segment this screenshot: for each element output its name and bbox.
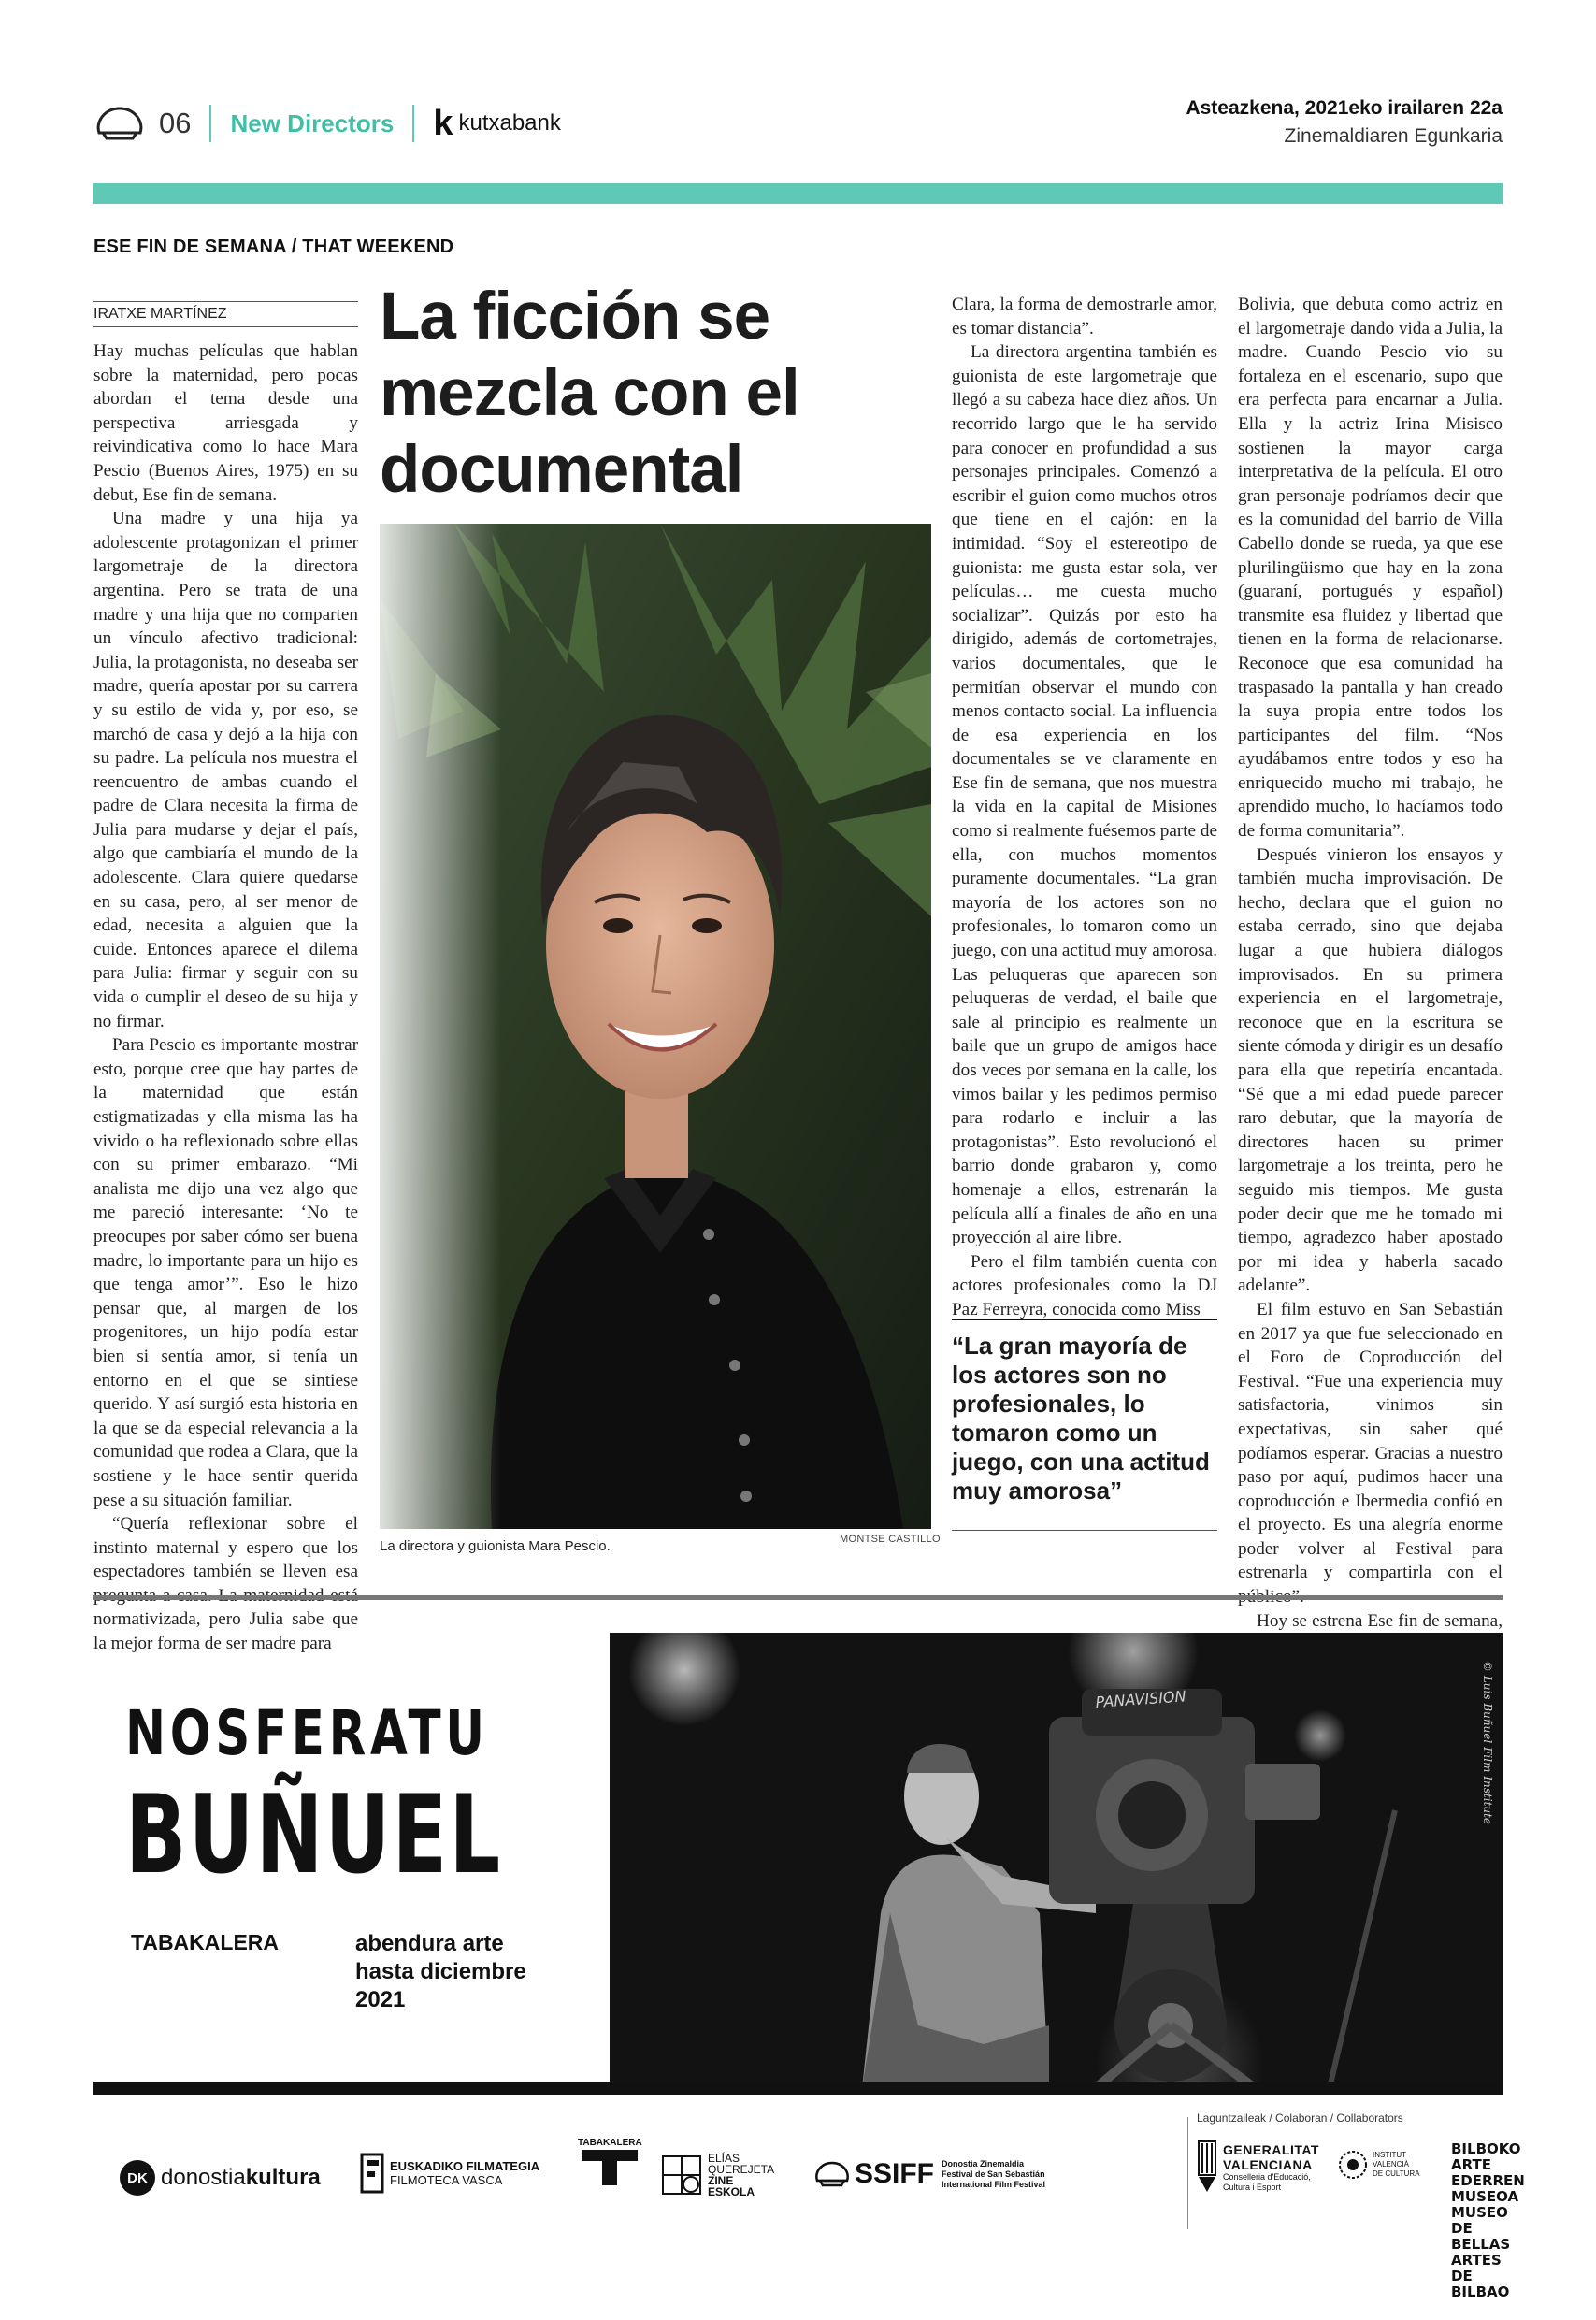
ivc-line3: DE CULTURA: [1373, 2169, 1420, 2178]
collaborators-divider: [1187, 2117, 1188, 2229]
ivc-line1: INSTITUT: [1373, 2151, 1406, 2159]
generalitat-logo[interactable]: [1197, 2140, 1319, 2196]
ad-photo-illustration: [610, 1633, 1503, 2088]
portrait-illustration: [380, 524, 931, 1529]
paragraph: Clara, la forma de demostrarle amor, es tomar distancia”.: [952, 295, 1217, 339]
shell-logo-icon: [93, 105, 146, 142]
ad-title-nosferatu: NOSFERATU: [125, 1697, 489, 1769]
accent-bar: [93, 183, 1503, 204]
page-number: 06: [159, 107, 192, 139]
kutxabank-name: kutxabank: [458, 110, 561, 136]
bilbao-line2: EDERREN MUSEOA: [1451, 2172, 1525, 2205]
elias-line2: QUEREJETA: [708, 2163, 775, 2176]
ssiff-line3: International Film Festival: [942, 2179, 1046, 2189]
ivc-line2: VALENCIÀ: [1373, 2160, 1409, 2169]
paragraph: Una madre y una hija ya adolescente protagonizan el primer largometraje de la directora argentina. Pero se trata de una madre y una hija que no comparten un vínculo afectivo tradicional: Julia, la protagonista, no deseaba ser madre, quería apostar por su carrera y su estilo de vida y, por eso, se marchó de casa y dejó a la hija con su padre. La película nos muestra el reencuentro de ambas cuando el padre de Clara necesita la firma de Julia para mudarse y dejar el país, algo que cambiaría el mundo de la adolescente. Clara quiere quedarse en su casa, pero, al ser menor de edad, necesita a alguien que la cuide. Entonces aparece el dilema para Julia: firmar y seguir con su vida o cumplir el deseo de su hija y no firmar.: [93, 509, 358, 1031]
sponsors-row: [93, 2111, 1525, 2300]
tabakalera-icon: [582, 2148, 638, 2185]
ad-title-bunuel: BUÑUEL: [125, 1772, 503, 1898]
ad-dates-line: abendura arte: [355, 1931, 504, 1956]
bilbao-line4: ARTES DE BILBAO: [1451, 2252, 1510, 2300]
filmategia-logo[interactable]: [360, 2153, 539, 2194]
portrait-photo: [380, 524, 931, 1529]
donostia-name: donostia: [161, 2165, 246, 2190]
dk-icon: DK: [120, 2160, 155, 2196]
elias-line4: ESKOLA: [708, 2185, 755, 2198]
ssiff-line2: Festival de San Sebastián: [942, 2169, 1045, 2179]
generalitat-line4: Cultura i Esport: [1223, 2183, 1282, 2192]
divider: [412, 105, 414, 142]
elias-line1: ELÍAS: [708, 2152, 740, 2165]
article-column-1: [93, 339, 358, 1656]
ad-venue: TABAKALERA: [131, 1930, 280, 1954]
camera-brand-label: PANAVISION: [1094, 1687, 1187, 1711]
generalitat-line1: GENERALITAT: [1223, 2142, 1319, 2157]
photo-credit: MONTSE CASTILLO: [840, 1534, 941, 1545]
article-author: IRATXE MARTÍNEZ: [93, 301, 358, 327]
elias-line3: ZINE: [708, 2174, 734, 2187]
generalitat-icon: [1197, 2140, 1217, 2196]
bilbao-line1: BILBOKO ARTE: [1451, 2140, 1521, 2173]
ad-dates-line: hasta diciembre: [355, 1959, 526, 1984]
ad-separator: [93, 1595, 1503, 1600]
ssiff-logo[interactable]: [813, 2158, 1045, 2190]
article-column-3: [952, 293, 1217, 1322]
ad-photo: [610, 1633, 1503, 2088]
paragraph: El film estuvo en San Sebastián en 2017 ya que fue seleccionado en el Foro de Coproducción del Festival. “Fue una experiencia muy satisfactoria, vinimos sin expectativas, sin saber qué podíamos esperar. Gracias a nuestro paso por aquí, pudimos hacer una coproducción e Ibermedia confió en el proyecto. Es una alegría enorme poder volver al Festival para estrenarla y compartirla con el: [1238, 1299, 1503, 1583]
paragraph: Para Pescio es importante mostrar esto, porque cree que hay partes de la maternidad que están estigmatizadas y ella misma las ha vivido o ha reflexionado sobre ellas con su primer embarazo. “Mi analista me dijo una vez algo que me pareció interesante: ‘No te preocupes por saber cómo ser buena madre, lo importante para un hijo es que tenga amor’”. Eso le hizo pensar que, al margen de los progenitores, un hijo podía estar bien si sentía amor, si tenía un entorno en el que se sintiese querido. Y así surgió esta historia en la que se da especial relevancia a la comunidad que rodea a Clara, que la sostiene y le hace sentir querida pese a su situación familiar.: [93, 1035, 358, 1510]
tabakalera-logo[interactable]: [578, 2138, 642, 2185]
section-name[interactable]: New Directors: [230, 108, 395, 137]
filmategia-icon: [360, 2153, 384, 2194]
ssiff-name: SSIFF: [855, 2158, 935, 2189]
paragraph: Hay muchas películas que hablan sobre la maternidad, pero pocas abordan el tema desde una perspectiva arriesgada y reivindicativa como lo hace Mara Pescio (Buenos Aires, 1975) en su debut, Ese fin de semana.: [93, 341, 358, 505]
elias-querejeta-icon: [661, 2154, 702, 2196]
ad-dates-line: 2021: [355, 1987, 406, 2012]
kutxabank-k-icon: k: [433, 104, 453, 143]
ad-photo-credit: © Luis Buñuel Film Institute: [1481, 1661, 1494, 1825]
ad-bottom-bar: [93, 2082, 1503, 2095]
filmategia-line1: EUSKADIKO FILMATEGIA: [390, 2159, 540, 2173]
paragraph: Bolivia, que debuta como actriz en el largometraje dando vida a Julia, la madre. Cuando Pescio vio su fortaleza en el escenario, supo que era perfecta para encarnar a Julia. Ella y la actriz Irina Misisco sostienen la mayor carga interpretativa de la película. El otro gran personaje podríamos decir que es la comunidad del barrio de Villa Cabello donde se rueda, ya que ese plurilingüismo que hay en la zona (guaraní, portugués y español) transmite esa fluidez y libertad que tienen en la forma de relacionarse. Reconoce que esa comunidad ha traspasado la pantalla y han creado la suya propia entre todos los participantes del film. “Nos ayudábamos entre todos y eso ha enriquecido mucho mi trabajo, he aprendido mucho, lo hacíamos todo de forma comunitaria”.: [1238, 295, 1503, 842]
kultura-name: kultura: [245, 2165, 321, 2190]
elias-querejeta-logo[interactable]: [661, 2153, 774, 2198]
ssiff-shell-icon: [813, 2160, 851, 2188]
paragraph: Después vinieron los ensayos y también mucha improvisación. De hecho, declara que el guion no estaba cerrado, sino que dejaba lugar a que hubiera diálogos improvisados. En su primera experiencia en el largometraje, reconoce que en la escritura se siente cómoda y dirigir es un desafío para ella que repetiría encantada. “Sé que a mi edad puede parecer raro debutar, que la mayoría de directores hacen su primer largometraje a los treinta, pero he seguido mis tiempos. Me gusta poder decir que me he tomado mi tiempo, agradezco haber apostado por mi idea y haberla sacado adelante”.: [1238, 844, 1503, 1296]
ivc-logo[interactable]: [1337, 2149, 1420, 2181]
article-headline: La ficción se mezcla con el documental: [380, 280, 799, 507]
paragraph: Hoy se estrena Ese fin de semana,: [1257, 1610, 1503, 1631]
collaborators-label: Laguntzaileak / Colaboran / Collaborators: [1197, 2111, 1403, 2125]
header-left: [93, 103, 561, 144]
paragraph: Pero el film también cuenta con actores profesionales como la DJ Paz Ferreyra, conocida como Miss: [952, 1251, 1217, 1319]
ad-dates: [355, 1930, 526, 2014]
article-kicker: ESE FIN DE SEMANA / THAT WEEKEND: [93, 237, 454, 257]
kutxabank-logo: [433, 106, 561, 141]
header-right: [1186, 97, 1503, 148]
paragraph: La directora argentina también es guionista de este largometraje que llegó a su cabeza hace diez años. Un recorrido largo que le ha servido para conocer en profundidad a sus personajes principales. Comenzó a escribir el guion como muchos otros que tiene en el cajón: en la intimidad. “Soy el estereotipo de guionista: me gusta estar sola, ver películas… me cuesta mucho socializar”. Quizás por esto ha dirigido, además de cortometrajes, varios documentales, que le permitían observar el mundo con menos contacto social. La influencia de esa experiencia en los documentales se ve claramente en Ese fin de semana, que nos muestra la vida en la capital de Misiones como si realmente fuésemos parte de ella, con muchos momentos puramente documentales. “La gran mayoría de los actores son no profesionales, lo tomaron como un juego, con una actitud muy amorosa. Las peluqueras que aparecen son peluqueras de verdad, el baile que sale al principio es realmente un baile que un grupo de amigos hace dos veces por semana en la calle, los vimos bailar y les pedimos permiso para rodarlo e incluir a las protagonistas”. Esto revolucionó el barrio donde grabaron y, como homenaje a ellos, estrenarán la película allí a finales de año en una proyección al aire libre.: [952, 342, 1217, 1248]
generalitat-line3: Conselleria d'Educació,: [1223, 2172, 1311, 2182]
page-header: [93, 94, 1503, 150]
issue-date: Asteazkena, 2021eko irailaren 22a: [1186, 97, 1503, 119]
paragraph: “Quería reflexionar sobre el instinto maternal y espero que los espectadores también se lleven esa normativizada, pero Julia sabe que la mejor forma de ser madre para: [93, 1514, 358, 1654]
ivc-icon: [1337, 2149, 1369, 2181]
generalitat-line2: VALENCIANA: [1223, 2157, 1313, 2172]
filmategia-line2: FILMOTECA VASCA: [390, 2173, 503, 2187]
bilbao-museum-logo[interactable]: [1451, 2141, 1525, 2300]
ssiff-line1: Donostia Zinemaldia: [942, 2158, 1025, 2169]
photo-caption: La directora y guionista Mara Pescio.: [380, 1538, 611, 1554]
publication-name: Zinemaldiaren Egunkaria: [1284, 125, 1503, 147]
divider: [209, 105, 211, 142]
bilbao-line3: MUSEO DE BELLAS: [1451, 2204, 1511, 2253]
donostia-kultura-logo[interactable]: [120, 2160, 321, 2196]
pull-quote: “La gran mayoría de los actores son no profesionales, lo tomaron como un juego, con una actitud muy amorosa”: [952, 1319, 1217, 1531]
article-column-4: [1238, 293, 1503, 1705]
tabakalera-name: TABAKALERA: [578, 2138, 642, 2148]
